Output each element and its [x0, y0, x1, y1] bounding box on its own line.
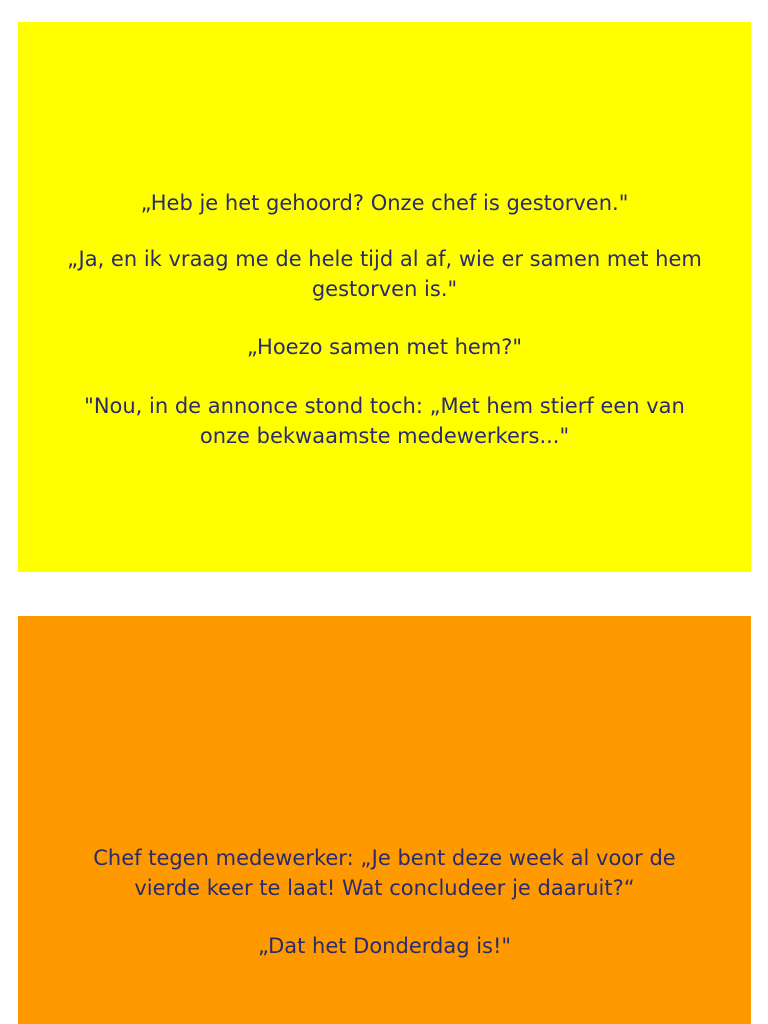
joke-line: „Dat het Donderdag is!" — [257, 934, 512, 958]
joke-line: „Ja, en ik vraag me de hele tijd al af, wie er samen met hem gestorven is." — [67, 247, 702, 301]
joke-line: „Heb je het gehoord? Onze chef is gestorven." — [140, 191, 629, 215]
joke-line: "Nou, in de annonce stond toch: „Met hem stierf een van onze bekwaamste medewerkers..." — [84, 394, 685, 448]
joke-line: Chef tegen medewerker: „Je bent deze week al voor de vierde keer te laat! Wat concludeer je daaruit?“ — [93, 846, 676, 900]
joke-line: „Hoezo samen met hem?" — [246, 335, 523, 359]
joke-card-orange — [18, 616, 751, 1024]
joke-card-yellow — [18, 22, 751, 572]
